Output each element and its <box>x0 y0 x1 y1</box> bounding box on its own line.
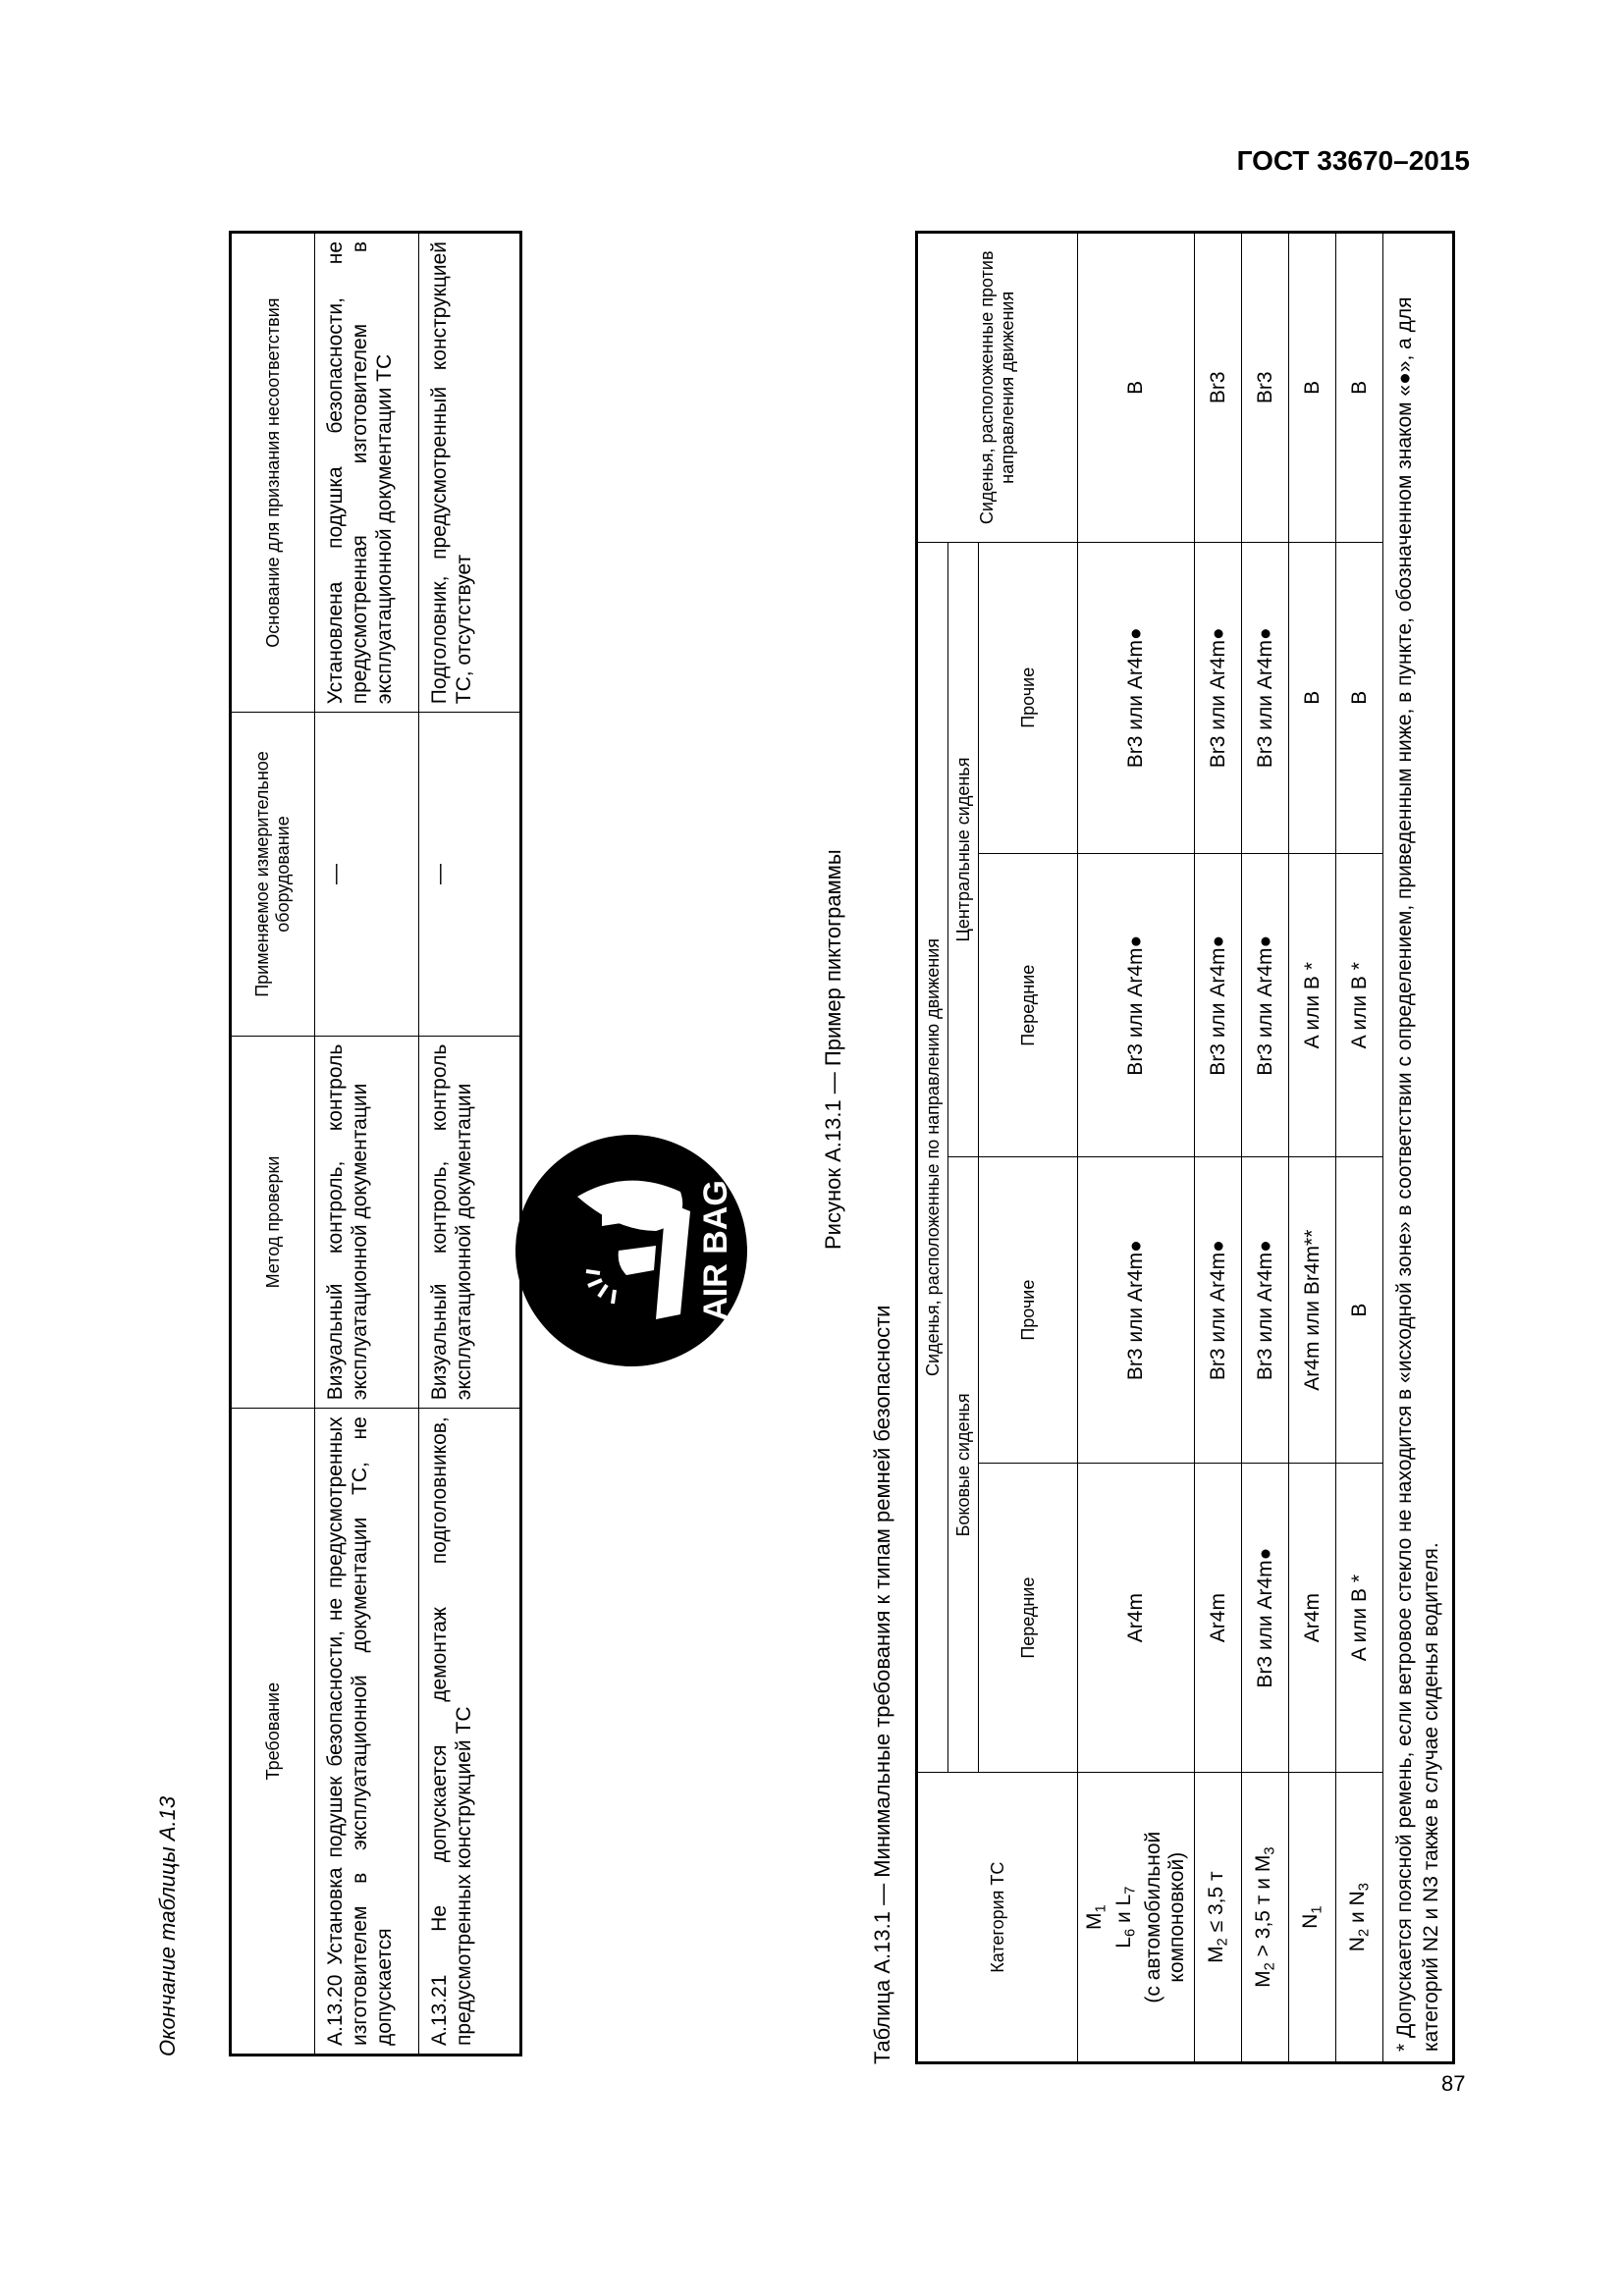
center-front-cell: Br3 или Ar4m● <box>1078 853 1195 1156</box>
rearward-cell: B <box>1289 233 1336 543</box>
side-other-cell: Br3 или Ar4m● <box>1242 1157 1289 1463</box>
side-other-cell: Br3 или Ar4m● <box>1195 1157 1242 1463</box>
side-other-cell: B <box>1336 1157 1383 1463</box>
rearward-cell: Br3 <box>1195 233 1242 543</box>
basis-cell: Подголовник, предусмотренный конструкцией ТС, отсутствует <box>419 233 521 713</box>
rearward-cell: B <box>1336 233 1383 543</box>
center-other-cell: B <box>1336 542 1383 853</box>
side-other-cell: Br3 или Ar4m● <box>1078 1157 1195 1463</box>
category-cell: $M_2 > 3,5$ т и $M_3$ <box>1242 1773 1289 2063</box>
side-front-cell: Br3 или Ar4m● <box>1242 1463 1289 1772</box>
header-basis: Основание для признания несоответствия <box>231 233 315 713</box>
header-center-other: Прочие <box>979 542 1078 853</box>
airbag-pictogram <box>509 1128 754 1373</box>
category-l6-l7: $L_6$ и $L_7$ <box>1112 1886 1139 1949</box>
equipment-cell: — <box>315 713 419 1036</box>
side-front-cell: A или B * <box>1336 1463 1383 1772</box>
header-forward: Сиденья, расположенные по направлению движения <box>917 542 948 1773</box>
center-front-cell: A или B * <box>1336 853 1383 1156</box>
equipment-cell: — <box>419 713 521 1036</box>
table-a13-header <box>231 233 315 2056</box>
requirement-cell: А.13.21 Не допускается демонтаж подголовников, предусмотренных конструкцией ТС <box>419 1409 521 2056</box>
category-cell <box>1078 1773 1195 2063</box>
category-m1: $M_1$ <box>1082 1904 1109 1930</box>
table-row <box>315 233 419 2056</box>
header-side-front: Передние <box>979 1463 1078 1772</box>
center-other-cell: Br3 или Ar4m● <box>1078 542 1195 853</box>
category-note: (с автомобильной компоновкой) <box>1142 1831 1189 2003</box>
requirement-cell: А.13.20 Установка подушек безопасности, не предусмотренных изготовителем в эксплуатационной документации ТС, не допускается <box>315 1409 419 2056</box>
center-front-cell: Br3 или Ar4m● <box>1195 853 1242 1156</box>
continuation-caption: Окончание таблицы А.13 <box>155 1795 180 2056</box>
header-side-other: Прочие <box>979 1157 1078 1463</box>
side-front-cell: Ar4m <box>1195 1463 1242 1772</box>
header-center-front: Передние <box>979 853 1078 1156</box>
header-requirement: Требование <box>231 1409 315 2056</box>
basis-cell: Установлена подушка безопасности, не предусмотренная изготовителем в эксплуатационной документации ТС <box>315 233 419 713</box>
center-other-cell: Br3 или Ar4m● <box>1242 542 1289 853</box>
side-other-cell: Ar4m или Br4m** <box>1289 1157 1336 1463</box>
header-equipment: Применяемое измерительное оборудование <box>231 713 315 1036</box>
table-row <box>1242 233 1289 2063</box>
table-footnote: * Допускается поясной ремень, если ветровое стекло не находится в «исходной зоне» в соответствии с определением, приведенным ниже, в пункте, обозначенном знаком «●», а для категорий N2 и N3 также в случае сиденья водителя. <box>1383 233 1454 2063</box>
rearward-cell: Br3 <box>1242 233 1289 543</box>
pictogram-text: AIR BAG <box>697 1180 734 1321</box>
table-row <box>1195 233 1242 2063</box>
header-center: Центральные сиденья <box>948 542 979 1157</box>
table-a13 <box>229 231 522 2056</box>
method-cell: Визуальный контроль, контроль эксплуатационной документации <box>419 1036 521 1409</box>
table-row <box>1336 233 1383 2063</box>
header-method: Метод проверки <box>231 1036 315 1409</box>
category-cell: $N_1$ <box>1289 1773 1336 2063</box>
header-row <box>917 233 948 2063</box>
center-front-cell: A или B * <box>1289 853 1336 1156</box>
document-header: ГОСТ 33670–2015 <box>1236 145 1470 176</box>
category-cell: $N_2$ и $N_3$ <box>1336 1773 1383 2063</box>
table-row <box>1078 233 1195 2063</box>
table-a131 <box>915 231 1455 2064</box>
table-row <box>419 233 521 2056</box>
header-category: Категория ТС <box>917 1773 1078 2063</box>
side-front-cell: Ar4m <box>1078 1463 1195 1772</box>
table-row <box>1289 233 1336 2063</box>
header-rearward: Сиденья, расположенные против направления движения <box>917 233 1078 543</box>
footnote-row <box>1383 233 1454 2063</box>
figure-caption: Рисунок А.13.1 — Пример пиктограммы <box>821 849 845 1250</box>
rearward-cell: B <box>1078 233 1195 543</box>
page-number: 87 <box>1441 2071 1466 2096</box>
center-other-cell: B <box>1289 542 1336 853</box>
table-a131-caption: Таблица А.13.1 — Минимальные требования к типам ремней безопасности <box>870 1305 894 2064</box>
method-cell: Визуальный контроль, контроль эксплуатационной документации <box>315 1036 419 1409</box>
side-front-cell: Ar4m <box>1289 1463 1336 1772</box>
header-side: Боковые сиденья <box>948 1157 979 1773</box>
category-cell: $M_2 \le 3,5$ т <box>1195 1773 1242 2063</box>
center-other-cell: Br3 или Ar4m● <box>1195 542 1242 853</box>
center-front-cell: Br3 или Ar4m● <box>1242 853 1289 1156</box>
